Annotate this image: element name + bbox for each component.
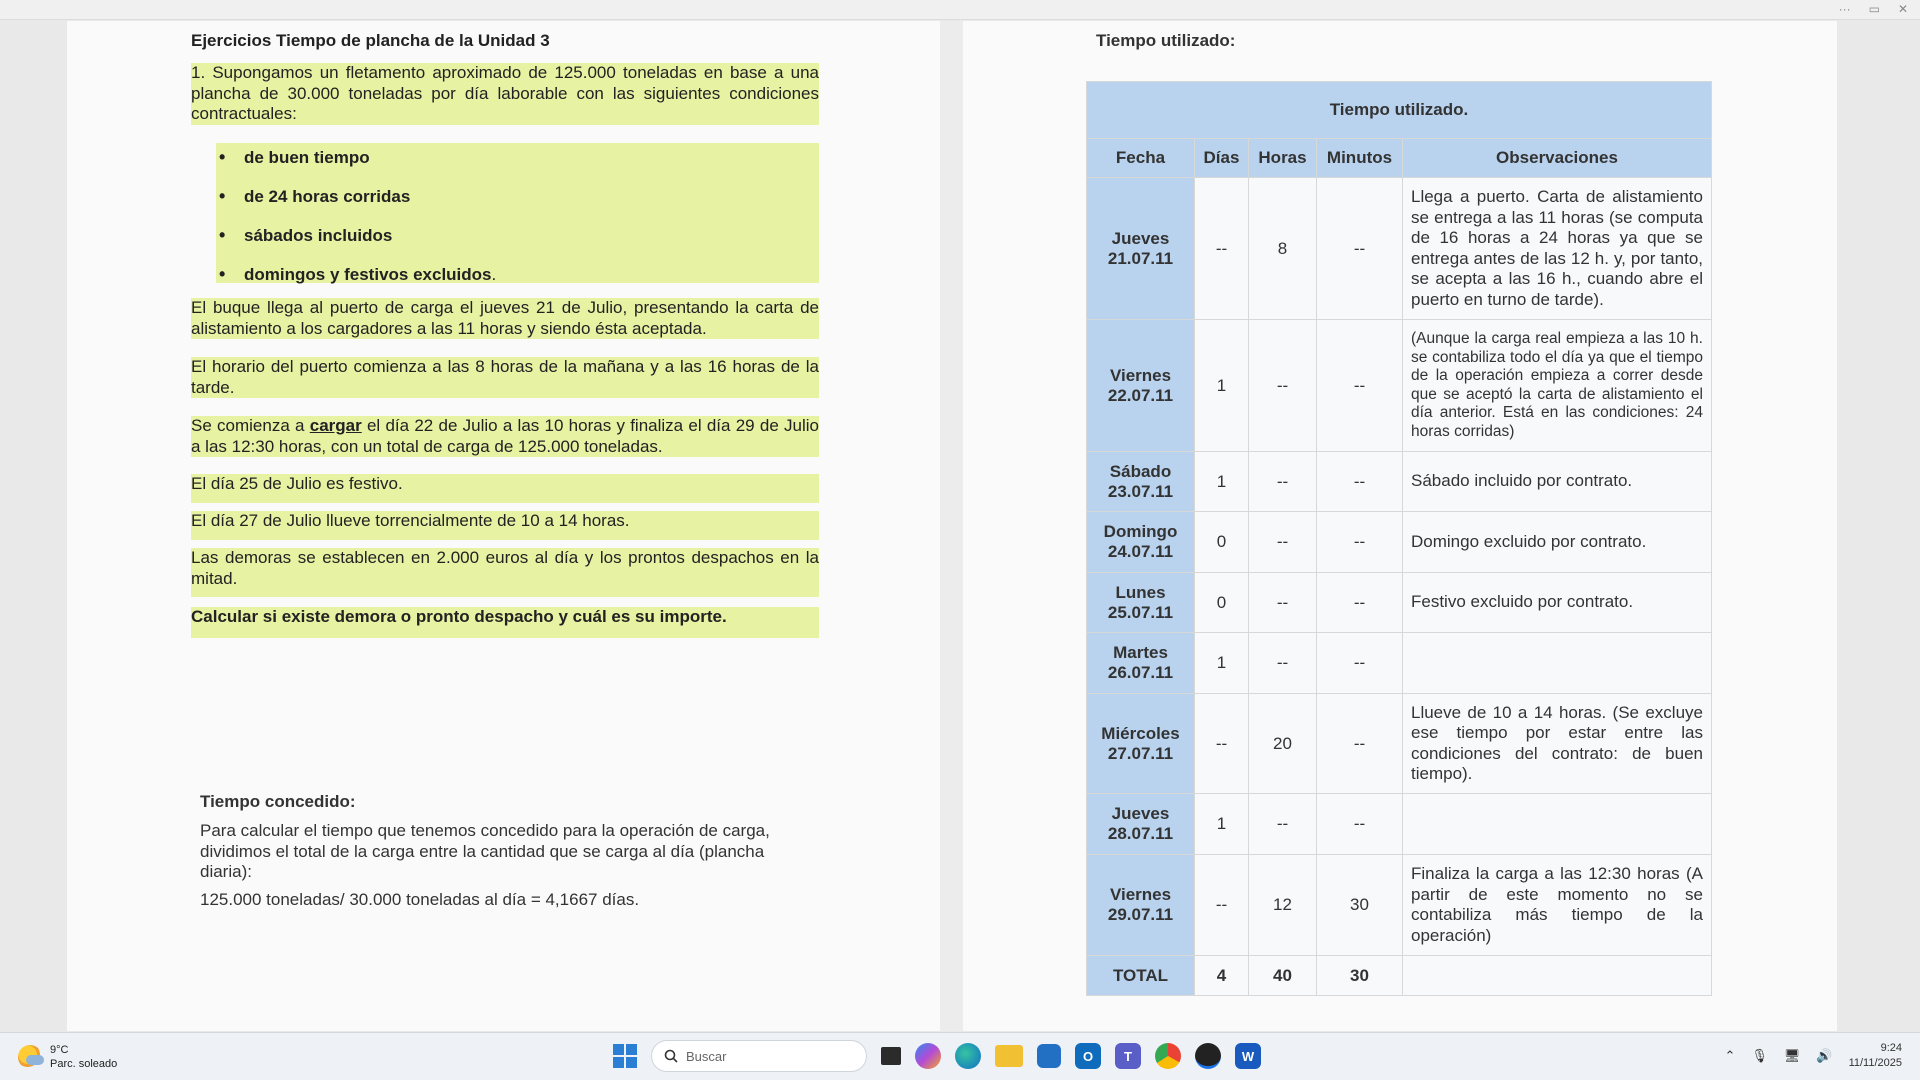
observation-cell: Llueve de 10 a 14 horas. (Se excluye ese tiempo por estar entre las condiciones del contrato: de buen tiempo).	[1403, 694, 1712, 794]
clock[interactable]	[1849, 1041, 1902, 1071]
condition-item-period: .	[491, 265, 497, 284]
condition-item: • de buen tiempo	[244, 148, 370, 168]
close-icon[interactable]: ✕	[1897, 2, 1908, 16]
microphone-icon[interactable]: 🎙	[1751, 1048, 1768, 1063]
date-value: 23.07.11	[1107, 481, 1174, 501]
page-divider	[940, 21, 963, 1031]
table-row	[1087, 178, 1712, 320]
taskbar-apps	[613, 1040, 1261, 1072]
table-row	[1087, 512, 1712, 573]
day-name: Jueves	[1111, 804, 1170, 823]
restore-icon[interactable]: ▭	[1868, 2, 1880, 16]
minutes-cell: --	[1317, 512, 1403, 573]
start-icon[interactable]	[613, 1044, 637, 1068]
total-row	[1087, 956, 1712, 996]
observation-cell	[1403, 633, 1712, 694]
total-hours: 40	[1249, 956, 1317, 996]
header-horas: Horas	[1249, 139, 1317, 178]
condition-item: • de 24 horas corridas	[244, 187, 410, 207]
paragraph-question: Calcular si existe demora o pronto despacho y cuál es su importe.	[191, 607, 819, 638]
minutes-cell: 30	[1317, 855, 1403, 956]
minutes-cell: --	[1317, 633, 1403, 694]
hours-cell: 12	[1249, 855, 1317, 956]
header-minutos: Minutos	[1317, 139, 1403, 178]
word-icon[interactable]: W	[1235, 1043, 1261, 1069]
day-name: Viernes	[1109, 365, 1172, 385]
date-cell	[1087, 320, 1195, 452]
weather-widget[interactable]	[18, 1043, 117, 1071]
condition-item-text: domingos y festivos excluidos	[244, 265, 492, 284]
total-minutes: 30	[1317, 956, 1403, 996]
table-row	[1087, 694, 1712, 794]
paragraph-loading	[191, 416, 819, 457]
weather-condition: Parc. soleado	[50, 1058, 118, 1070]
total-observation	[1403, 956, 1712, 996]
file-explorer-icon[interactable]	[995, 1045, 1023, 1067]
date-cell	[1087, 794, 1195, 855]
date-cell	[1087, 512, 1195, 573]
day-name: Miércoles	[1101, 723, 1180, 743]
volume-icon[interactable]: 🔊	[1816, 1048, 1833, 1063]
given-time-text: Para calcular el tiempo que tenemos concedido para la operación de carga, dividimos el total de la carga entre la cantidad que se carga al día (plancha diaria):	[200, 821, 770, 881]
days-cell: 1	[1195, 633, 1249, 694]
table-caption: Tiempo utilizado.	[1087, 82, 1712, 139]
paragraph-port-hours: El horario del puerto comienza a las 8 horas de la mañana y a las 16 horas de la tarde.	[191, 357, 819, 397]
total-label: TOTAL	[1087, 956, 1195, 996]
hours-cell: 8	[1249, 178, 1317, 320]
weather-icon	[18, 1045, 42, 1069]
table-row	[1087, 320, 1712, 452]
condition-item	[244, 265, 496, 285]
date-value: 22.07.11	[1107, 385, 1174, 405]
hours-cell: --	[1249, 320, 1317, 452]
paragraph-demurrage: Las demoras se establecen en 2.000 euros al día y los prontos despachos en la mitad.	[191, 548, 819, 597]
hours-cell: --	[1249, 512, 1317, 573]
chevron-up-icon[interactable]: ⌃	[1724, 1048, 1736, 1063]
hours-cell: --	[1249, 633, 1317, 694]
days-cell: 0	[1195, 573, 1249, 633]
cargar-link[interactable]: cargar	[309, 416, 362, 435]
hours-cell: 20	[1249, 694, 1317, 794]
condition-item: • sábados incluidos	[244, 226, 392, 246]
app-icon[interactable]	[1195, 1043, 1221, 1069]
date-value: 24.07.11	[1107, 542, 1174, 561]
observation-cell: Sábado incluido por contrato.	[1403, 452, 1712, 512]
system-tray	[1724, 1041, 1902, 1071]
date-cell	[1087, 694, 1195, 794]
edge-icon[interactable]	[955, 1043, 981, 1069]
observation-cell	[1403, 794, 1712, 855]
date-value: 26.07.11	[1107, 663, 1174, 682]
used-time-heading: Tiempo utilizado:	[1096, 31, 1236, 50]
date-value: 29.07.11	[1107, 905, 1174, 924]
more-options-icon[interactable]: ···	[1838, 2, 1851, 16]
date-value: 28.07.11	[1107, 824, 1174, 843]
header-fecha: Fecha	[1087, 139, 1195, 178]
day-name: Sábado	[1109, 461, 1172, 481]
minutes-cell: --	[1317, 794, 1403, 855]
search-icon	[664, 1049, 678, 1063]
conditions-list	[216, 143, 819, 283]
hours-cell: --	[1249, 452, 1317, 512]
intro-paragraph: 1. Supongamos un fletamento aproximado de 125.000 toneladas en base a una plancha de 30.000 toneladas por día laborable con las siguientes condiciones contractuales:	[191, 63, 819, 123]
day-name: Lunes	[1115, 582, 1166, 602]
days-cell: --	[1195, 178, 1249, 320]
minutes-cell: --	[1317, 694, 1403, 794]
document-title: Ejercicios Tiempo de plancha de la Unidad 3	[191, 31, 550, 50]
date-cell	[1087, 178, 1195, 320]
day-name: Viernes	[1109, 885, 1172, 904]
network-icon[interactable]: 🖥	[1783, 1048, 1801, 1063]
clock-time: 9:24	[1880, 1042, 1902, 1054]
weather-temperature: 9°C	[50, 1044, 69, 1056]
total-days: 4	[1195, 956, 1249, 996]
days-cell: --	[1195, 855, 1249, 956]
paragraph-holiday: El día 25 de Julio es festivo.	[191, 474, 819, 503]
table-row	[1087, 573, 1712, 633]
window-controls	[1839, 2, 1908, 16]
table-row	[1087, 452, 1712, 512]
observation-cell: Finaliza la carga a las 12:30 horas (A partir de este momento no se contabiliza más tiempo de la operación)	[1403, 855, 1712, 956]
date-value: 21.07.11	[1107, 248, 1174, 268]
task-view-icon[interactable]	[881, 1047, 901, 1065]
teams-icon[interactable]: T	[1115, 1043, 1141, 1069]
date-value: 25.07.11	[1107, 602, 1174, 622]
outlook-icon[interactable]: O	[1075, 1043, 1101, 1069]
observation-cell: Domingo excluido por contrato.	[1403, 512, 1712, 573]
header-dias: Días	[1195, 139, 1249, 178]
table-row	[1087, 633, 1712, 694]
paragraph-rain: El día 27 de Julio llueve torrencialmente de 10 a 14 horas.	[191, 511, 819, 540]
minutes-cell: --	[1317, 452, 1403, 512]
day-name: Martes	[1113, 643, 1168, 662]
days-cell: --	[1195, 694, 1249, 794]
search-box[interactable]	[651, 1040, 867, 1072]
paragraph-loading-text-b: el día 22 de Julio a las 10 horas y finaliza el día 29 de Julio a las 12:30 horas, con un total de carga de 125.000 toneladas.	[191, 416, 819, 456]
date-cell	[1087, 452, 1195, 512]
taskbar	[0, 1032, 1920, 1080]
observation-cell: Llega a puerto. Carta de alistamiento se entrega a las 11 horas (se computa de 16 horas a 24 horas ya que se entrega antes de las 12 h. y, por tanto, se acepta a las 16 h., cuando abre el puerto en turno de tarde).	[1403, 178, 1712, 320]
given-time-title: Tiempo concedido:	[200, 792, 356, 811]
table-row	[1087, 794, 1712, 855]
search-placeholder: Buscar	[686, 1048, 727, 1064]
paragraph-arrival: El buque llega al puerto de carga el jueves 21 de Julio, presentando la carta de alistamiento a los cargadores a las 11 horas y siendo ésta aceptada.	[191, 298, 819, 338]
hours-cell: --	[1249, 794, 1317, 855]
minutes-cell: --	[1317, 178, 1403, 320]
days-cell: 0	[1195, 512, 1249, 573]
date-value: 27.07.11	[1107, 743, 1174, 763]
day-name: Domingo	[1103, 522, 1178, 541]
used-time-table	[1086, 81, 1712, 996]
date-cell	[1087, 573, 1195, 633]
chrome-icon[interactable]	[1155, 1043, 1181, 1069]
day-name: Jueves	[1111, 228, 1170, 248]
date-cell	[1087, 633, 1195, 694]
given-time-calc: 125.000 toneladas/ 30.000 toneladas al día = 4,1667 días.	[200, 890, 640, 909]
minutes-cell: --	[1317, 320, 1403, 452]
date-cell	[1087, 855, 1195, 956]
window-top-bar	[0, 0, 1920, 20]
observation-cell: (Aunque la carga real empieza a las 10 h. se contabiliza todo el día ya que el tiempo de la operación empieza a correr desde que se aceptó la carta de alistamiento el día anterior. Está en las condiciones: 24 horas corridas)	[1403, 320, 1712, 452]
copilot-icon[interactable]	[915, 1043, 941, 1069]
store-icon[interactable]	[1037, 1044, 1061, 1068]
clock-date: 11/11/2025	[1848, 1057, 1902, 1069]
days-cell: 1	[1195, 452, 1249, 512]
hours-cell: --	[1249, 573, 1317, 633]
header-observaciones: Observaciones	[1403, 139, 1712, 178]
paragraph-loading-text-a: Se comienza a	[191, 416, 310, 435]
minutes-cell: --	[1317, 573, 1403, 633]
days-cell: 1	[1195, 794, 1249, 855]
days-cell: 1	[1195, 320, 1249, 452]
observation-cell: Festivo excluido por contrato.	[1403, 573, 1712, 633]
table-row	[1087, 855, 1712, 956]
